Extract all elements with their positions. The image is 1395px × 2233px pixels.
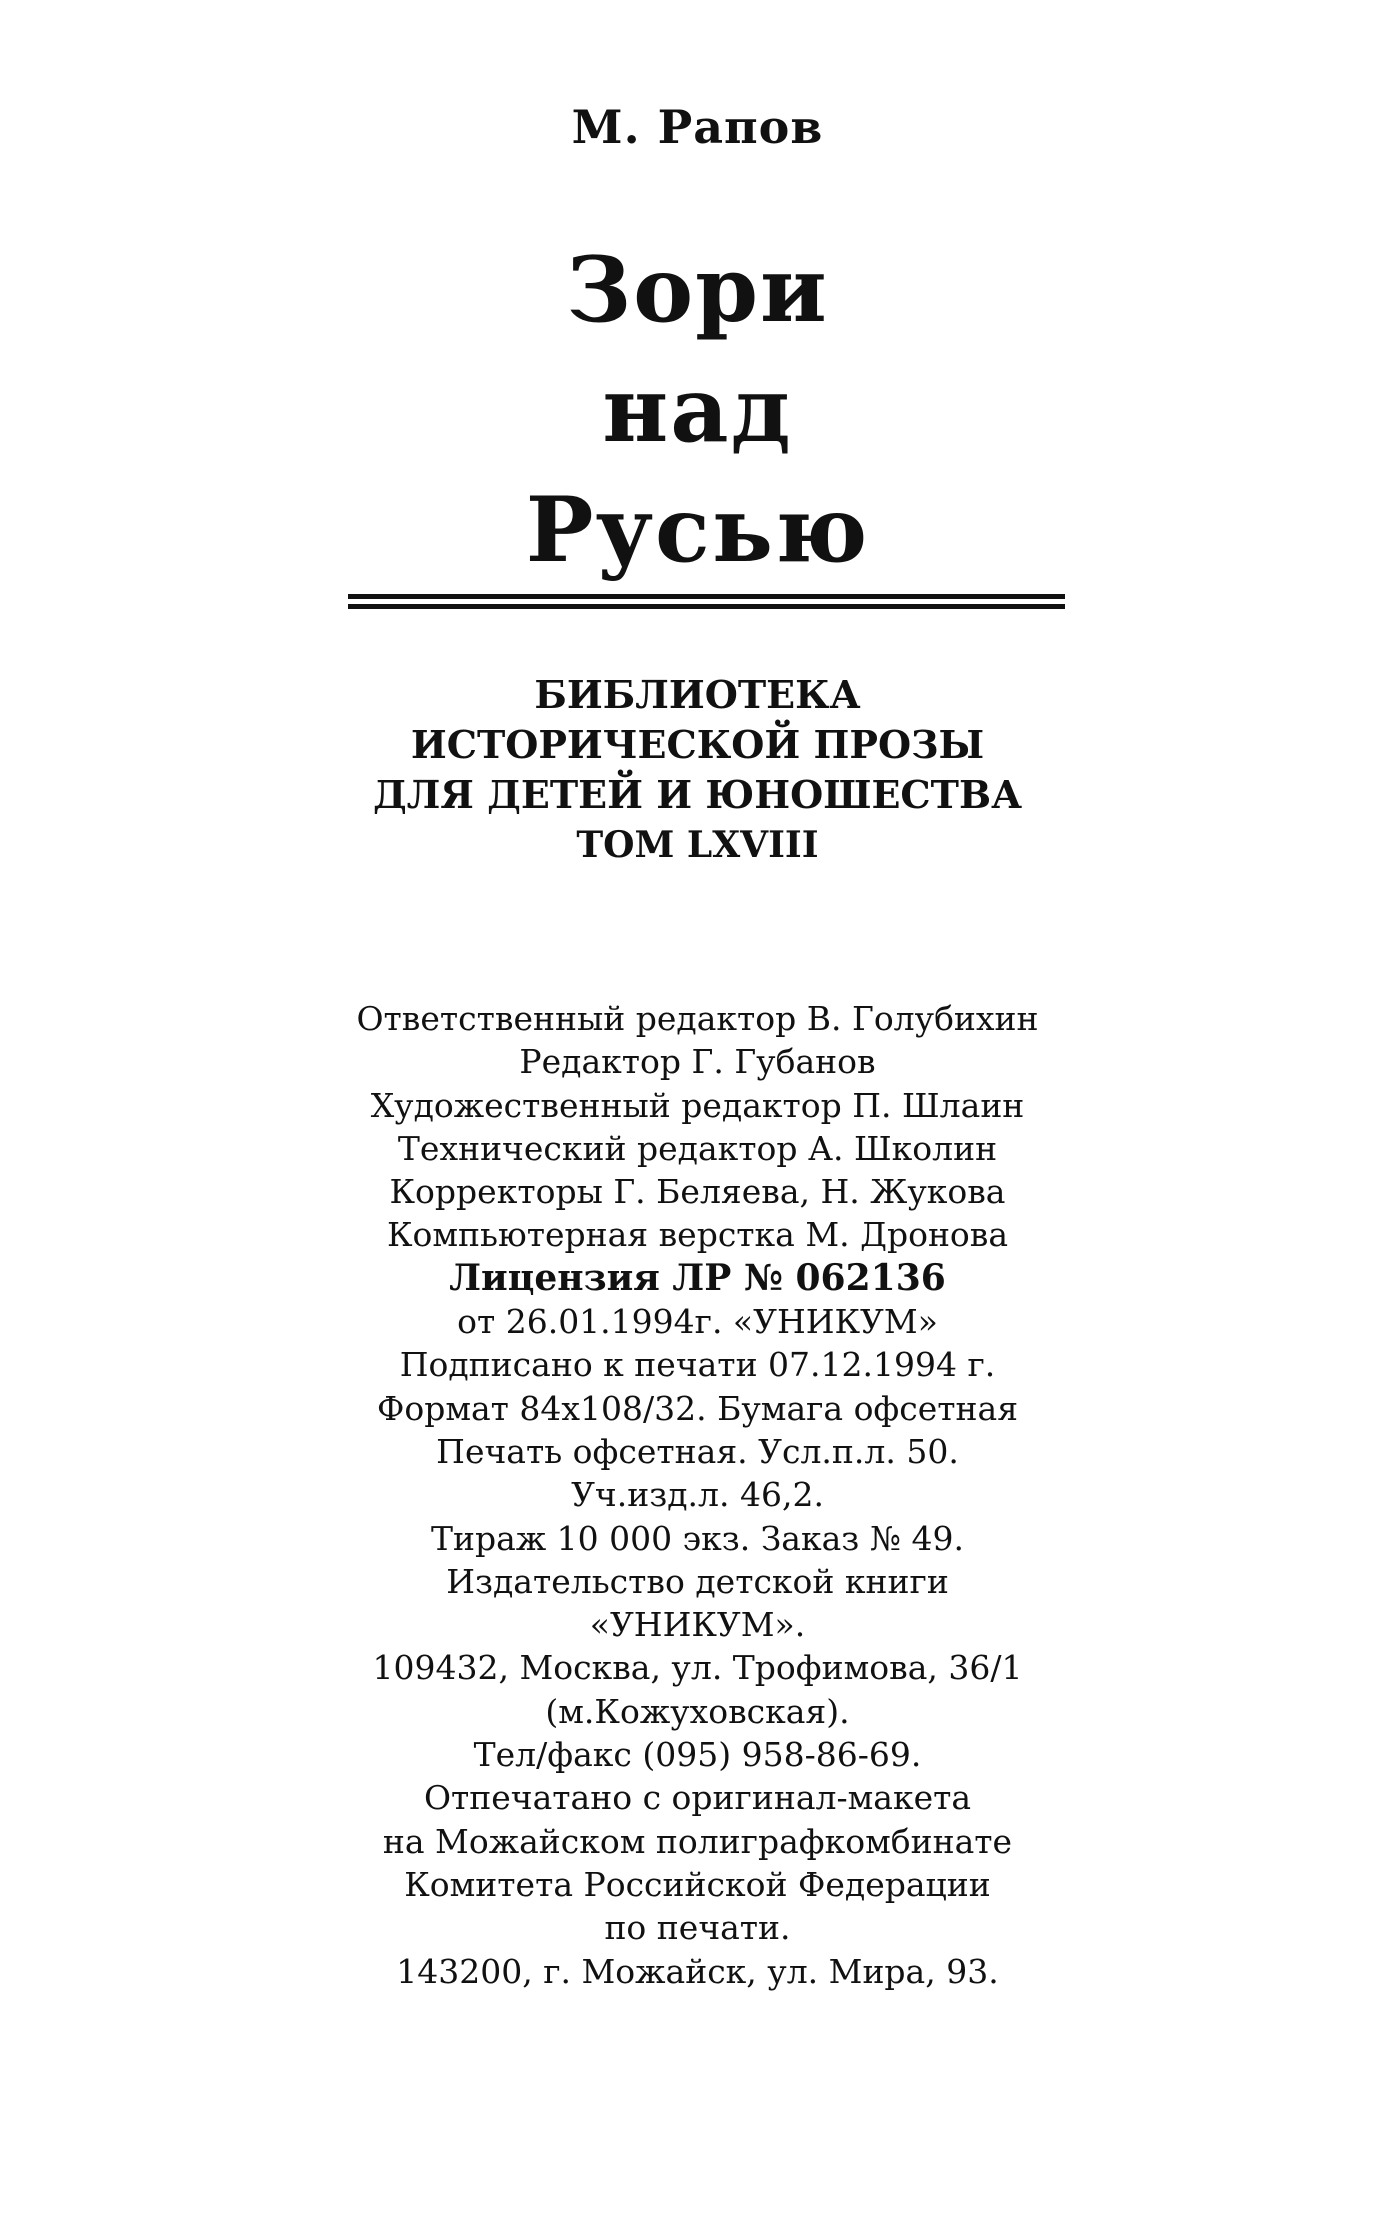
imprint-line: от 26.01.1994г. «УНИКУМ» <box>457 1302 938 1342</box>
rule-line <box>348 594 1065 599</box>
imprint-line: Компьютерная верстка М. Дронова <box>386 1215 1009 1255</box>
imprint-line: Комитета Российской Федерации <box>404 1864 991 1904</box>
imprint-line: «УНИКУМ». <box>589 1605 806 1645</box>
imprint-line: Печать офсетная. Усл.п.л. 50. <box>436 1431 959 1471</box>
imprint-block <box>0 997 1395 1993</box>
series-line: ИСТОРИЧЕСКОЙ ПРОЗЫ <box>410 722 985 767</box>
book-title-line: над <box>602 357 793 463</box>
imprint-line: по печати. <box>604 1908 791 1948</box>
imprint-line: Корректоры Г. Беляева, Н. Жукова <box>389 1172 1006 1212</box>
imprint-line: Тел/факс (095) 958-86-69. <box>473 1735 922 1775</box>
imprint-line: Художественный редактор П. Шлаин <box>370 1085 1025 1125</box>
book-title-line: Русью <box>525 477 870 583</box>
imprint-line: Ответственный редактор В. Голубихин <box>356 999 1039 1038</box>
double-rule-divider <box>348 594 1065 614</box>
imprint-line: Формат 84x108/32. Бумага офсетная <box>376 1388 1019 1428</box>
imprint-line: Отпечатано с оригинал-макета <box>423 1778 972 1818</box>
license-line: Лицензия ЛР № 062136 <box>449 1256 946 1299</box>
imprint-line: Подписано к печати 07.12.1994 г. <box>399 1345 996 1385</box>
imprint-line: 109432, Москва, ул. Трофимова, 36/1 <box>372 1648 1023 1688</box>
series-line: БИБЛИОТЕКА <box>534 672 861 717</box>
series-volume: ТОМ LXVIII <box>576 824 819 866</box>
imprint-line: Уч.изд.л. 46,2. <box>571 1475 824 1515</box>
imprint-line: Технический редактор А. Школин <box>397 1128 998 1168</box>
imprint-line: Редактор Г. Губанов <box>519 1042 876 1082</box>
book-title <box>0 230 1395 590</box>
imprint-line: 143200, г. Можайск, ул. Мира, 93. <box>396 1951 999 1991</box>
imprint-line: (м.Кожуховская). <box>545 1691 850 1731</box>
book-title-line: Зори <box>566 237 829 343</box>
imprint-line: на Можайском полиграфкомбинате <box>382 1821 1013 1861</box>
imprint-line: Тираж 10 000 экз. Заказ № 49. <box>431 1518 964 1558</box>
series-line: ДЛЯ ДЕТЕЙ И ЮНОШЕСТВА <box>372 772 1023 817</box>
rule-line <box>348 604 1065 609</box>
author-name: М. Рапов <box>571 100 824 154</box>
imprint-line: Издательство детской книги <box>446 1561 949 1601</box>
series-title <box>0 670 1395 870</box>
